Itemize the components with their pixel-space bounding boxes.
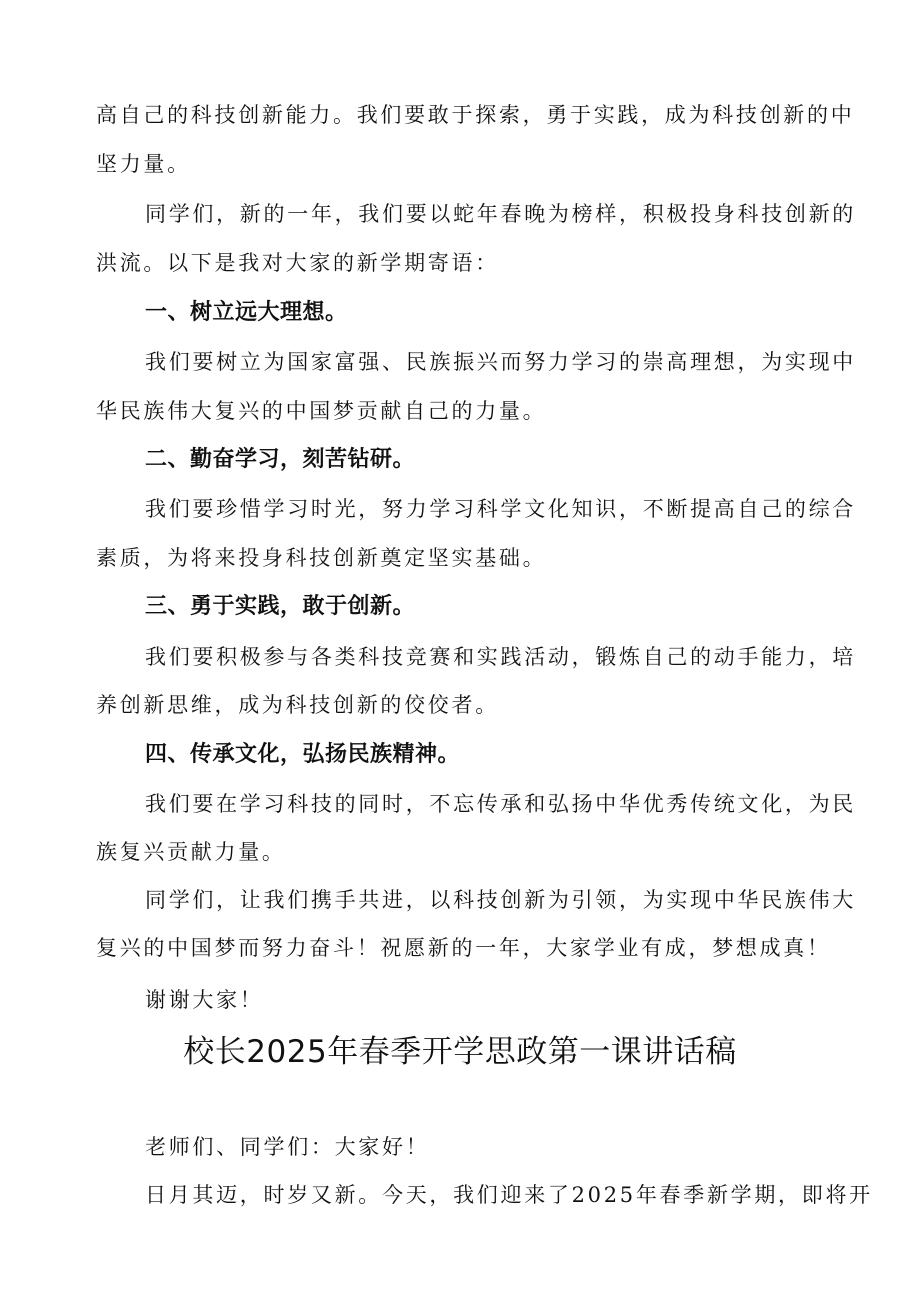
section-heading-4: 四、传承文化，弘扬民族精神。 xyxy=(145,742,461,767)
paragraph-line: 我们要积极参与各类科技竞赛和实践活动，锻炼自己的动手能力，培 xyxy=(145,645,856,669)
document-title: 校长2025年春季开学思政第一课讲话稿 xyxy=(183,1034,737,1070)
paragraph-line: 谢谢大家！ xyxy=(145,988,264,1012)
paragraph-line: 华民族伟大复兴的中国梦贡献自己的力量。 xyxy=(96,399,547,423)
paragraph-line: 日月其迈，时岁又新。今天，我们迎来了2025年春季新学期，即将开 xyxy=(145,1183,873,1207)
paragraph-line: 洪流。以下是我对大家的新学期寄语： xyxy=(96,251,499,275)
paragraph-line: 我们要在学习科技的同时，不忘传承和弘扬中华优秀传统文化，为民 xyxy=(145,792,856,816)
paragraph-line: 复兴的中国梦而努力奋斗！祝愿新的一年，大家学业有成，梦想成真！ xyxy=(96,936,831,960)
paragraph-line: 我们要树立为国家富强、民族振兴而努力学习的崇高理想，为实现中 xyxy=(145,350,856,374)
paragraph-line: 族复兴贡献力量。 xyxy=(96,840,286,864)
section-heading-3: 三、勇于实践，敢于创新。 xyxy=(145,594,416,619)
paragraph-line: 坚力量。 xyxy=(96,152,191,176)
paragraph-line: 高自己的科技创新能力。我们要敢于探索，勇于实践，成为科技创新的中 xyxy=(96,103,855,127)
paragraph-line: 老师们、同学们：大家好！ xyxy=(145,1135,430,1159)
section-heading-2: 二、勤奋学习，刻苦钻研。 xyxy=(145,447,416,472)
paragraph-line: 素质，为将来投身科技创新奠定坚实基础。 xyxy=(96,546,547,570)
paragraph-line: 同学们，新的一年，我们要以蛇年春晚为榜样，积极投身科技创新的 xyxy=(145,202,856,226)
paragraph-line: 我们要珍惜学习时光，努力学习科学文化知识，不断提高自己的综合 xyxy=(145,497,856,521)
paragraph-line: 同学们，让我们携手共进，以科技创新为引领，为实现中华民族伟大 xyxy=(145,888,856,912)
section-heading-1: 一、树立远大理想。 xyxy=(145,300,348,325)
paragraph-line: 养创新思维，成为科技创新的佼佼者。 xyxy=(96,693,499,717)
